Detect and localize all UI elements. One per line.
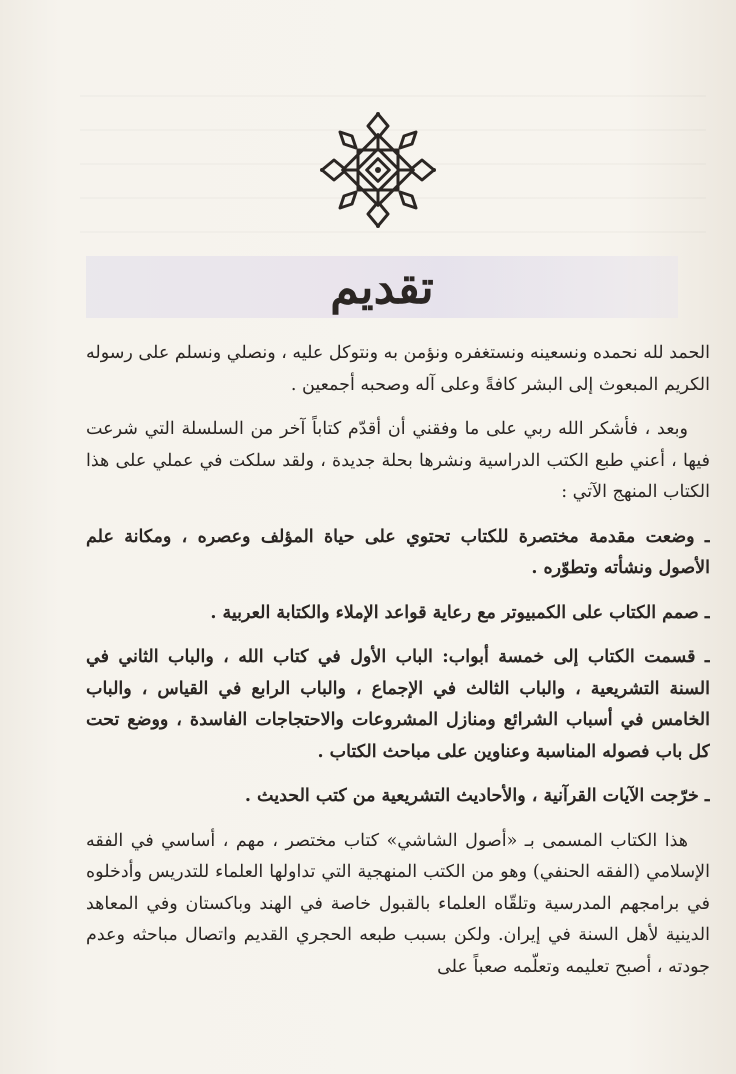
body-text [86,338,710,1058]
paragraph-4: ـ صمم الكتاب على الكمبيوتر مع رعاية قواعد الإملاء والكتابة العربية . [210,602,710,623]
paragraph-6: ـ خرّجت الآيات القرآنية ، والأحاديث التشريعية من كتب الحديث . [244,786,710,806]
paragraph-2: وبعد ، فأشكر الله ربي على ما وفقني أن أقدّم كتاباً آخر من السلسلة التي شرعت فيها ، أعني طبع الكتب الدراسية ونشرها بحلة جديدة ، ولقد سلكت في عملي على هذا الكتاب المنهج الآتي : [86,419,710,502]
paragraph-3: ـ وضعت مقدمة مختصرة للكتاب تحتوي على حياة المؤلف وعصره ، ومكانة علم الأصول ونشأته وتطوّره . [86,526,710,578]
paragraph-5: ـ قسمت الكتاب إلى خمسة أبواب: الباب الأول في كتاب الله ، والباب الثاني في السنة التشريعية ، والباب الثالث في الإجماع ، والباب الرابع في القياس ، والباب الخامس في أسباب الشرائع ومنازل المشروعات والاحتجاجات الفاسدة ، ووضع تحت كل باب فصوله المناسبة وعناوين على مباحث الكتاب . [86,647,710,762]
page-heading: تقديم [330,260,434,314]
arabesque-ornament-icon [318,110,438,230]
paragraph-1: الحمد لله نحمده ونسعينه ونستغفره ونؤمن به ونتوكل عليه ، ونصلي ونسلم على رسوله الكريم المبعوث إلى البشر كافةً وعلى آله وصحبه أجمعين . [86,343,710,395]
paragraph-7: هذا الكتاب المسمى بـ «أصول الشاشي» كتاب مختصر ، مهم ، أساسي في الفقه الإسلامي (الفقه الحنفي) وهو من الكتب المنهجية التي تداولها العلماء للتدريس وأدخلوه في برامجهم المدرسية وتلقّاه العلماء بالقبول خاصة في الهند وباكستان وفي المعاهد الدينية لأهل السنة في إيران. ولكن بسبب طبعه الحجري القديم واتصال مباحثه وعدم جودته ، أصبح تعليمه وتعلّمه صعباً على [86,830,710,977]
